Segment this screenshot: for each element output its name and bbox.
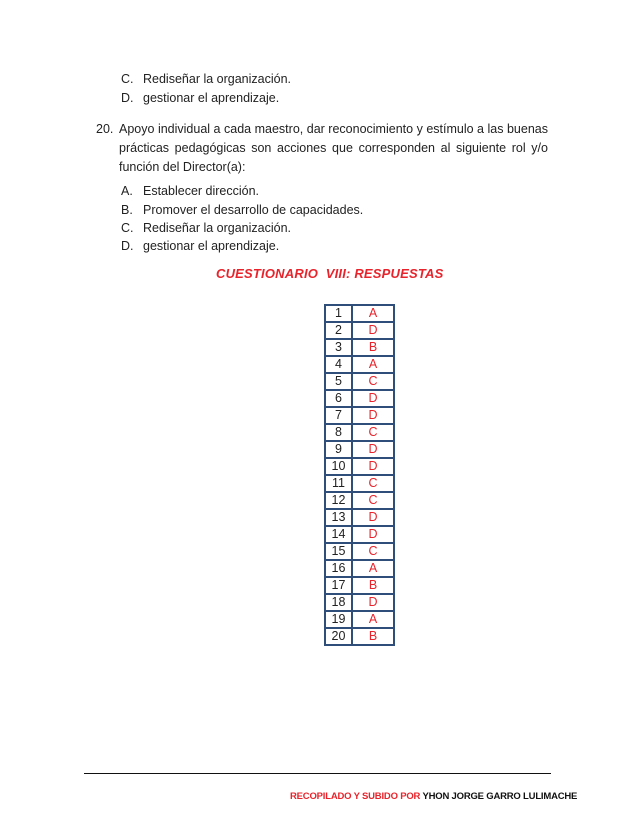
table-row (325, 560, 394, 577)
option-c-prev (121, 72, 291, 86)
answer-number: 3 (325, 339, 352, 356)
option-text: Establecer dirección. (143, 184, 260, 198)
answer-letter: A (352, 560, 394, 577)
table-row (325, 577, 394, 594)
option-c (121, 221, 291, 235)
table-row (325, 322, 394, 339)
table-row (325, 356, 394, 373)
option-letter: D. (121, 239, 134, 253)
answer-number: 2 (325, 322, 352, 339)
answer-number: 1 (325, 305, 352, 322)
answer-letter: B (352, 339, 394, 356)
answer-number: 16 (325, 560, 352, 577)
table-row (325, 373, 394, 390)
table-row (325, 475, 394, 492)
footer-author: YHON JORGE GARRO LULIMACHE (422, 791, 578, 802)
option-d (121, 239, 279, 253)
option-text: Promover el desarrollo de capacidades. (143, 203, 364, 217)
answer-number: 11 (325, 475, 352, 492)
answer-number: 19 (325, 611, 352, 628)
question-text: Apoyo individual a cada maestro, dar reconocimiento y estímulo a las buenas prácticas pedagógicas son acciones que corresponden al siguiente rol y/o función del Director(a): (119, 122, 548, 174)
answer-letter: B (352, 628, 394, 645)
table-row (325, 441, 394, 458)
answer-letter: A (352, 305, 394, 322)
answer-letter: D (352, 441, 394, 458)
answer-letter: C (352, 492, 394, 509)
answer-number: 15 (325, 543, 352, 560)
answer-letter: C (352, 424, 394, 441)
option-text: gestionar el aprendizaje. (143, 91, 280, 105)
table-row (325, 424, 394, 441)
answer-number: 4 (325, 356, 352, 373)
answer-letter: D (352, 509, 394, 526)
footer-divider (84, 773, 551, 774)
table-row (325, 543, 394, 560)
question-number: 20. (96, 122, 114, 136)
option-b (121, 203, 363, 217)
answers-title: CUESTIONARIO VIII: RESPUESTAS (216, 266, 444, 281)
table-row (325, 492, 394, 509)
answer-letter: D (352, 322, 394, 339)
table-row (325, 305, 394, 322)
answer-letter: C (352, 475, 394, 492)
answer-number: 12 (325, 492, 352, 509)
answer-number: 8 (325, 424, 352, 441)
answer-number: 10 (325, 458, 352, 475)
answer-letter: D (352, 407, 394, 424)
answer-number: 9 (325, 441, 352, 458)
answer-letter: A (352, 356, 394, 373)
answer-number: 18 (325, 594, 352, 611)
option-text: gestionar el aprendizaje. (143, 239, 280, 253)
answer-number: 14 (325, 526, 352, 543)
answer-letter: D (352, 390, 394, 407)
option-letter: A. (121, 184, 133, 198)
table-row (325, 339, 394, 356)
answer-number: 7 (325, 407, 352, 424)
option-letter: C. (121, 221, 134, 235)
table-row (325, 611, 394, 628)
answer-number: 17 (325, 577, 352, 594)
option-letter: D. (121, 91, 134, 105)
answer-number: 13 (325, 509, 352, 526)
option-text: Rediseñar la organización. (143, 72, 292, 86)
option-letter: C. (121, 72, 134, 86)
answer-letter: D (352, 594, 394, 611)
question-20 (96, 120, 548, 177)
answer-letter: D (352, 526, 394, 543)
answer-number: 5 (325, 373, 352, 390)
answer-letter: D (352, 458, 394, 475)
table-row (325, 407, 394, 424)
answers-table (324, 304, 395, 646)
table-row (325, 458, 394, 475)
table-row (325, 594, 394, 611)
table-row (325, 526, 394, 543)
option-text: Rediseñar la organización. (143, 221, 292, 235)
answer-letter: C (352, 373, 394, 390)
table-row (325, 628, 394, 645)
option-letter: B. (121, 203, 133, 217)
table-row (325, 509, 394, 526)
option-d-prev (121, 91, 279, 105)
answer-number: 6 (325, 390, 352, 407)
answer-letter: C (352, 543, 394, 560)
option-a (121, 184, 259, 198)
footer-label: RECOPILADO Y SUBIDO POR (290, 791, 421, 802)
table-row (325, 390, 394, 407)
answer-letter: B (352, 577, 394, 594)
footer-credit (290, 791, 577, 802)
answer-letter: A (352, 611, 394, 628)
answer-number: 20 (325, 628, 352, 645)
